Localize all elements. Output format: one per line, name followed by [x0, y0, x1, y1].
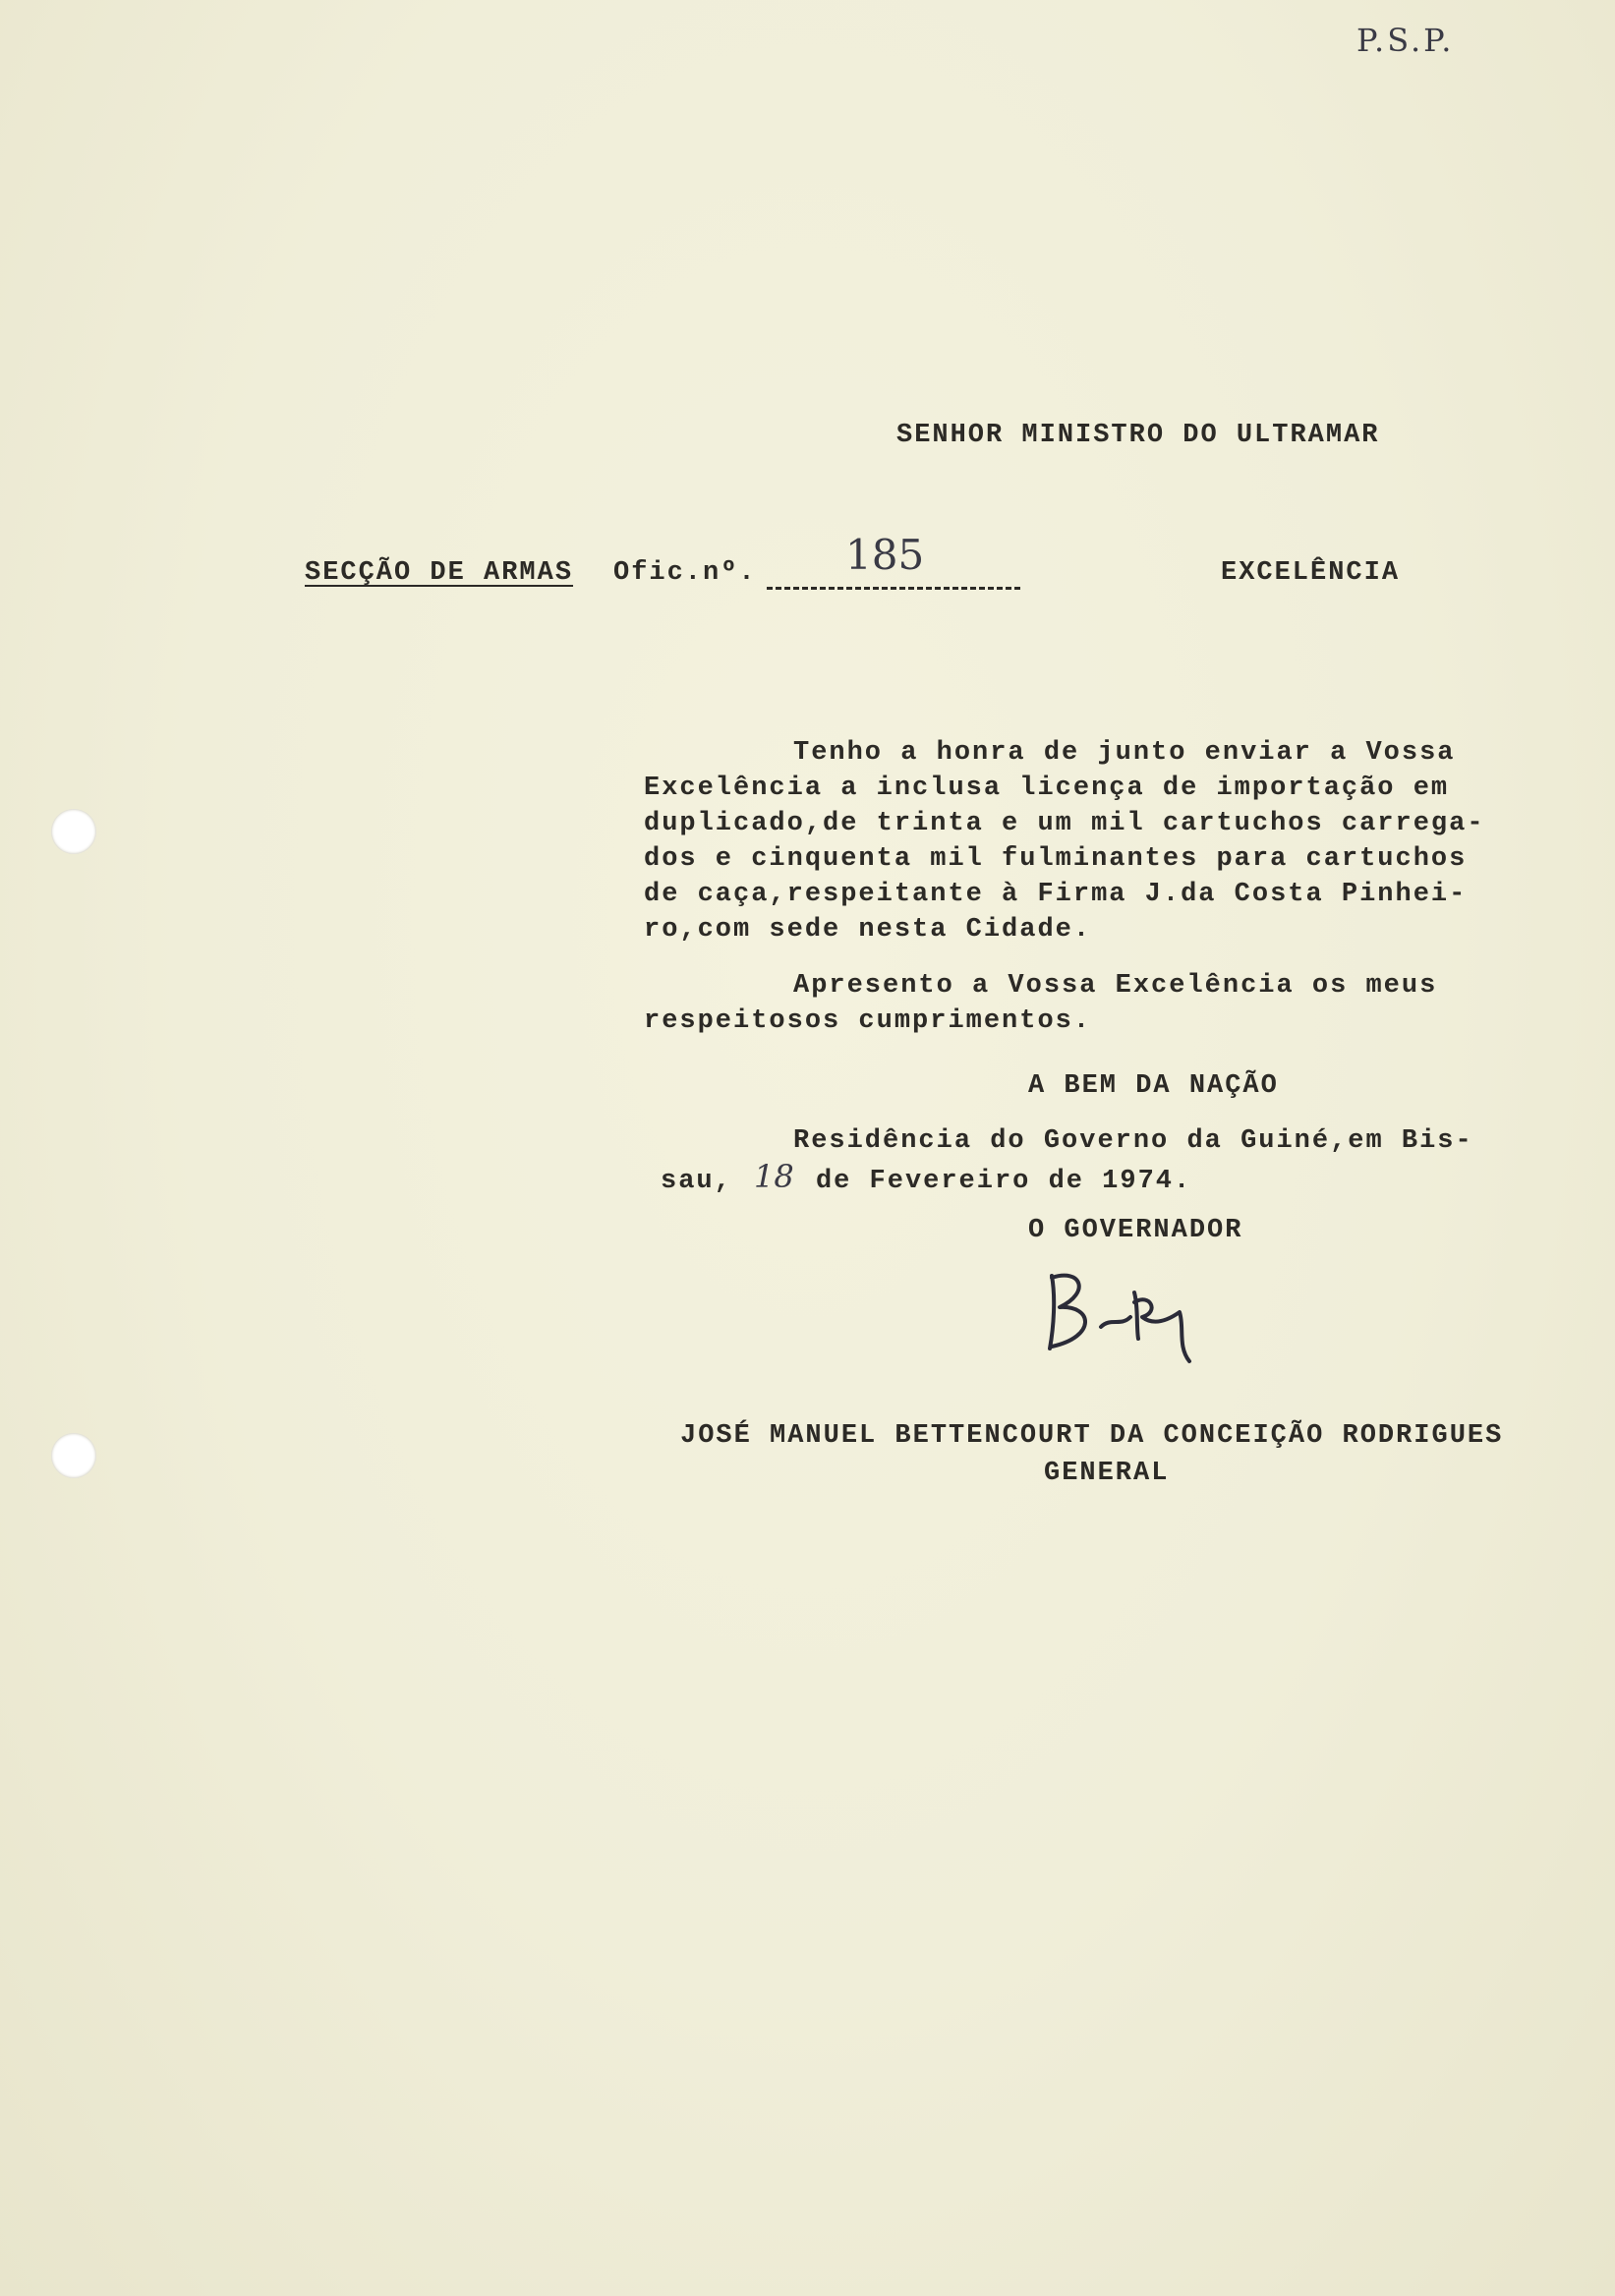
body-paragraph-2 [644, 968, 1437, 1039]
signature [1032, 1258, 1219, 1366]
oficio-number: 185 [845, 531, 925, 579]
addressee: SENHOR MINISTRO DO ULTRAMAR [896, 421, 1380, 450]
body-line: respeitosos cumprimentos. [644, 1006, 1092, 1036]
place-date [661, 1123, 1473, 1199]
place-line-2-prefix: sau, [661, 1167, 732, 1196]
place-line-2-suffix: de Fevereiro de 1974. [815, 1167, 1192, 1196]
handwritten-day: 18 [754, 1158, 794, 1195]
body-line: duplicado,de trinta e um mil cartuchos carrega- [644, 809, 1485, 838]
punch-hole-top [51, 809, 96, 854]
handwritten-initials: P.S.P. [1356, 22, 1455, 59]
oficio-label: Ofic.nº. [613, 558, 757, 588]
body-line: dos e cinquenta mil fulminantes para cartuchos [644, 844, 1468, 874]
oficio-number-line [767, 587, 1020, 590]
signatory-rank: GENERAL [1044, 1459, 1170, 1488]
signatory-role: O GOVERNADOR [1028, 1216, 1243, 1245]
body-paragraph-1 [644, 735, 1485, 947]
signatory-name: JOSÉ MANUEL BETTENCOURT DA CONCEIÇÃO RODRIGUES [680, 1421, 1504, 1451]
closing-motto: A BEM DA NAÇÃO [1028, 1071, 1279, 1101]
body-line: de caça,respeitante à Firma J.da Costa Pinhei- [644, 880, 1468, 909]
body-line: Apresento a Vossa Excelência os meus [793, 971, 1438, 1001]
place-line-1: Residência do Governo da Guiné,em Bis- [793, 1126, 1473, 1156]
salutation: EXCELÊNCIA [1221, 558, 1401, 588]
place-line-2 [661, 1159, 1473, 1199]
body-line: Tenho a honra de junto enviar a Vossa [793, 738, 1456, 768]
punch-hole-bottom [51, 1433, 96, 1478]
section-label: SECÇÃO DE ARMAS [305, 558, 574, 588]
body-line: Excelência a inclusa licença de importação em [644, 774, 1450, 803]
body-line: ro,com sede nesta Cidade. [644, 915, 1092, 945]
